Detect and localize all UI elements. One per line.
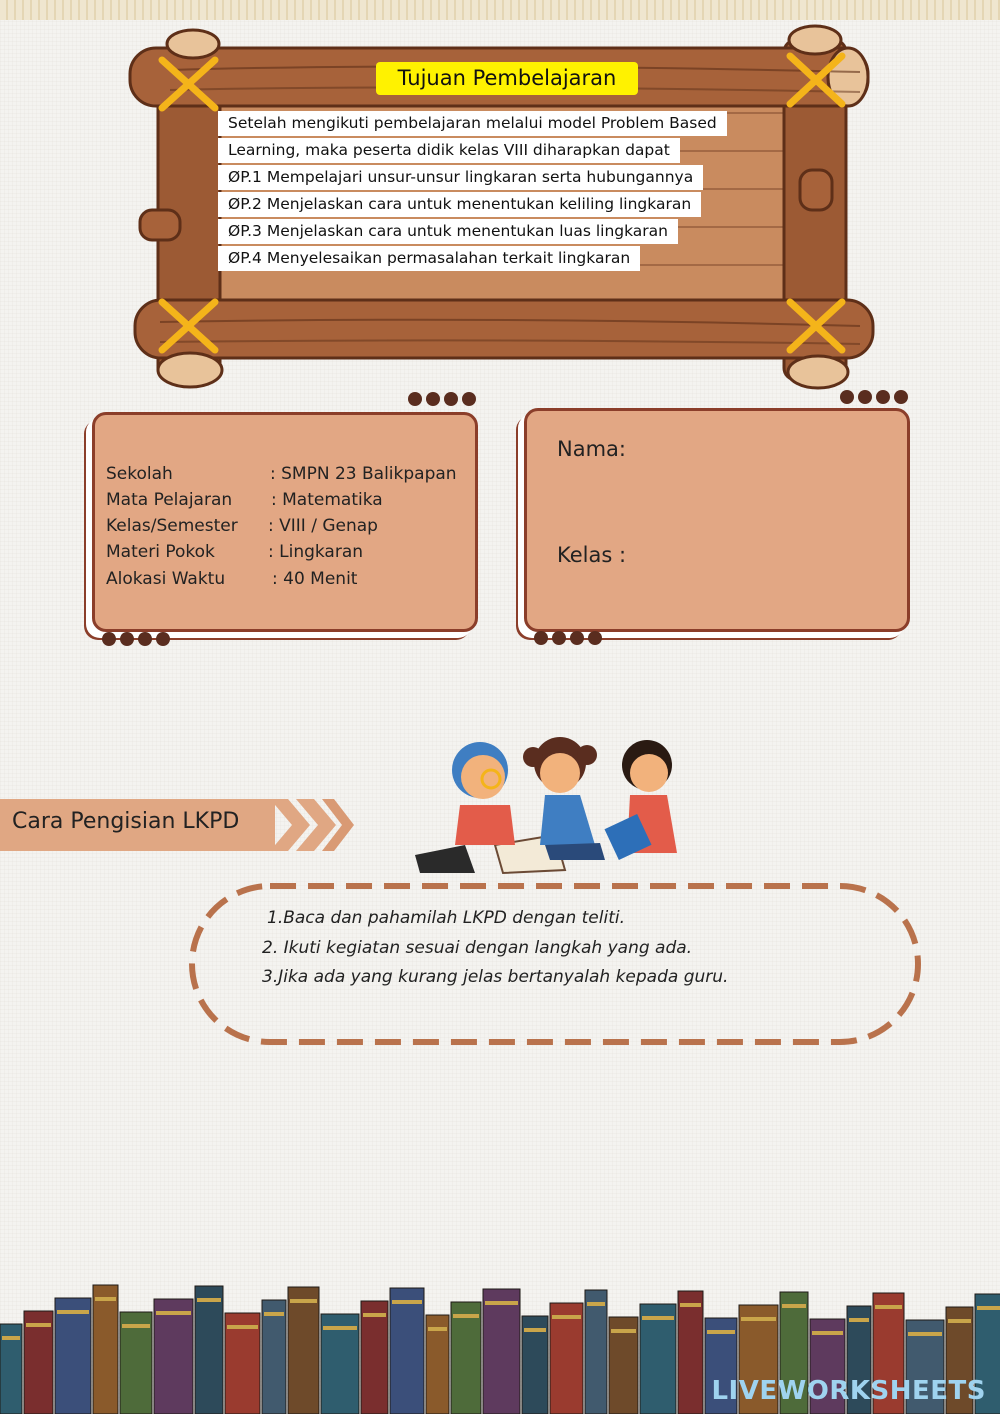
book-spine [390,1288,424,1414]
book-band [197,1298,221,1302]
chevron-arrows-icon [270,799,360,851]
book-band [227,1325,258,1329]
book-band [122,1324,150,1328]
info-value: : VIII / Genap [268,516,378,536]
class-label: Kelas : [557,543,627,567]
card-dots-bottom [102,632,170,646]
book-band [428,1327,447,1331]
learning-objectives-title: Tujuan Pembelajaran [376,62,638,95]
children-illustration [405,735,705,875]
book-band [363,1313,386,1317]
instruction-item: 2. Ikuti kegiatan sesuai dengan langkah yang ada. [262,938,693,958]
book-spine [550,1303,583,1414]
book-band [642,1316,674,1320]
info-label: Mata Pelajaran [106,490,233,510]
book-band [26,1323,51,1327]
book-band [485,1301,518,1305]
book-band [948,1319,971,1323]
info-value: : Matematika [271,490,383,510]
book-band [57,1310,89,1314]
book-band [908,1332,942,1336]
book-band [875,1305,902,1309]
book-spine [451,1302,481,1414]
info-row-school [106,464,457,484]
info-value: : SMPN 23 Balikpapan [270,464,457,484]
info-value: : Lingkaran [268,542,364,562]
book-band [552,1315,581,1319]
card-dots-bottom [534,631,602,645]
learning-objectives-text [218,111,758,273]
book-spine [288,1287,319,1414]
book-spine [195,1286,223,1414]
instruction-item: 3.Jika ada yang kurang jelas bertanyalah kepada guru. [262,967,729,987]
objective-line: ØP.1 Mempelajari unsur-unsur lingkaran serta hubungannya [218,165,703,190]
book-band [587,1302,605,1306]
book-band [707,1330,735,1334]
book-band [156,1311,191,1315]
instructions-box [186,880,926,1050]
book-spine [585,1290,607,1414]
book-spine [262,1300,286,1414]
book-spine [678,1291,703,1414]
book-band [95,1297,116,1301]
info-row-duration [106,569,358,589]
book-spine [93,1285,118,1414]
objective-line: Setelah mengikuti pembelajaran melalui model Problem Based [218,111,727,136]
book-band [524,1328,546,1332]
info-label: Materi Pokok [106,542,215,562]
instructions-heading: Cara Pengisian LKPD [12,809,240,834]
book-spine [154,1299,193,1414]
info-label: Sekolah [106,464,173,484]
info-row-subject [106,490,383,510]
card-dots-top [840,390,908,404]
book-band [741,1317,776,1321]
book-band [323,1326,357,1330]
book-spine [55,1298,91,1414]
book-band [392,1300,422,1304]
info-label: Alokasi Waktu [106,569,226,589]
book-band [290,1299,317,1303]
info-row-topic [106,542,364,562]
book-band [782,1304,806,1308]
book-spine [640,1304,676,1414]
name-label: Nama: [557,437,626,461]
book-spine [483,1289,520,1414]
objective-line: ØP.2 Menjelaskan cara untuk menentukan keliling lingkaran [218,192,701,217]
objective-line: ØP.3 Menjelaskan cara untuk menentukan luas lingkaran [218,219,678,244]
book-band [611,1329,636,1333]
book-band [680,1303,701,1307]
info-label: Kelas/Semester [106,516,238,536]
book-band [977,1306,1000,1310]
info-value: : 40 Menit [272,569,358,589]
book-spine [361,1301,388,1414]
info-row-class [106,516,378,536]
card-dots-top [408,392,476,406]
instruction-item: 1.Baca dan pahamilah LKPD dengan teliti. [267,908,625,928]
book-band [812,1331,843,1335]
book-band [264,1312,284,1316]
objective-line: Learning, maka peserta didik kelas VIII diharapkan dapat [218,138,680,163]
objective-line: ØP.4 Menyelesaikan permasalahan terkait lingkaran [218,246,640,271]
liveworksheets-watermark: LIVEWORKSHEETS [711,1376,986,1406]
book-band [849,1318,869,1322]
book-band [2,1336,20,1340]
book-band [453,1314,479,1318]
